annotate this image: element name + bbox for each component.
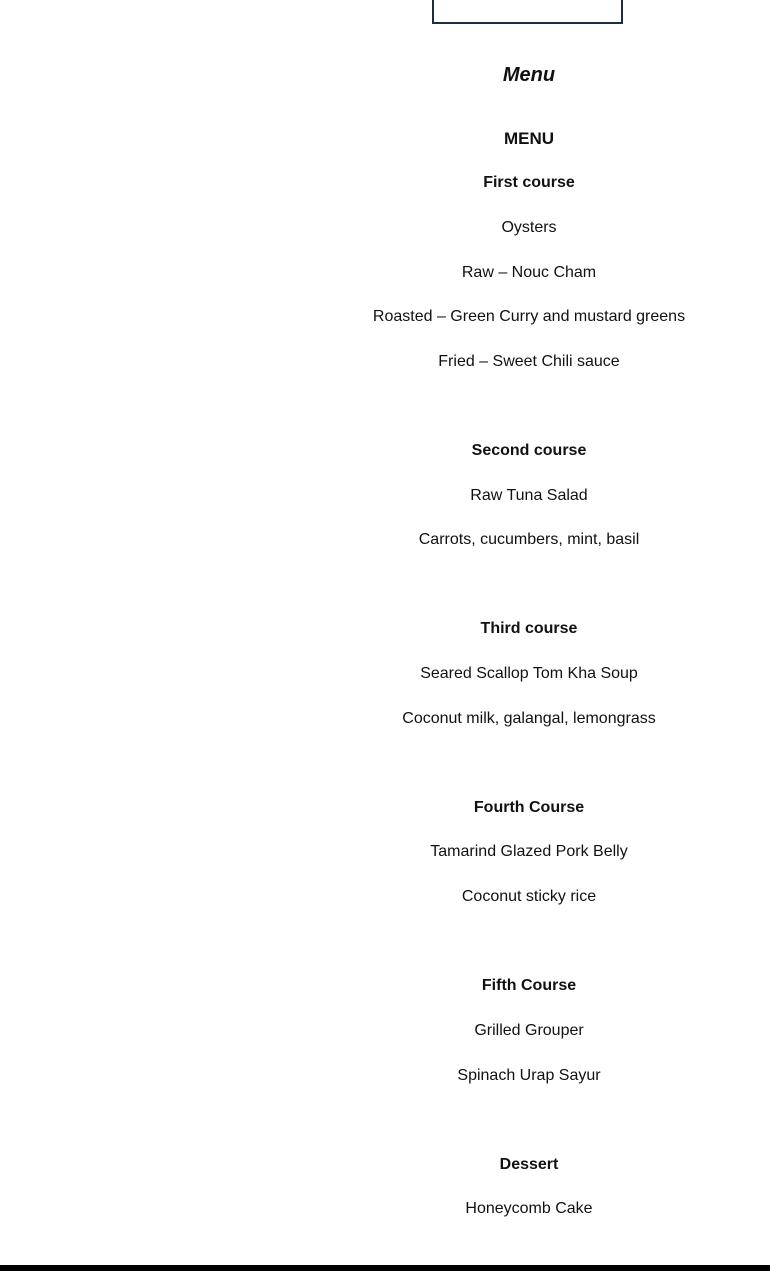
menu-item: Tamarind Glazed Pork Belly [430, 843, 628, 860]
menu-item: Fried – Sweet Chili sauce [438, 353, 620, 370]
menu-title: Menu [502, 64, 556, 86]
menu-heading: MENU [503, 129, 555, 148]
menu-item: Spinach Urap Sayur [457, 1067, 601, 1084]
menu-item: Grilled Grouper [474, 1022, 584, 1039]
course-title-fifth: Fifth Course [481, 977, 577, 994]
top-button[interactable] [432, 0, 623, 24]
menu-item: Carrots, cucumbers, mint, basil [418, 531, 640, 548]
course-title-third: Third course [480, 620, 578, 637]
menu-item: Oysters [501, 219, 557, 236]
menu-item: Raw – Nouc Cham [461, 264, 597, 281]
menu-item: Coconut milk, galangal, lemongrass [402, 710, 656, 727]
menu-item: Raw Tuna Salad [470, 487, 588, 504]
course-title-dessert: Dessert [499, 1156, 559, 1173]
menu-item: Seared Scallop Tom Kha Soup [420, 665, 638, 682]
menu-item: Honeycomb Cake [465, 1200, 593, 1217]
menu-item: Roasted – Green Curry and mustard greens [372, 308, 686, 325]
footer-bar [0, 1265, 770, 1271]
course-title-fourth: Fourth Course [473, 799, 585, 816]
menu-item: Coconut sticky rice [461, 888, 597, 905]
course-title-second: Second course [471, 442, 587, 459]
course-title-first: First course [483, 174, 575, 191]
